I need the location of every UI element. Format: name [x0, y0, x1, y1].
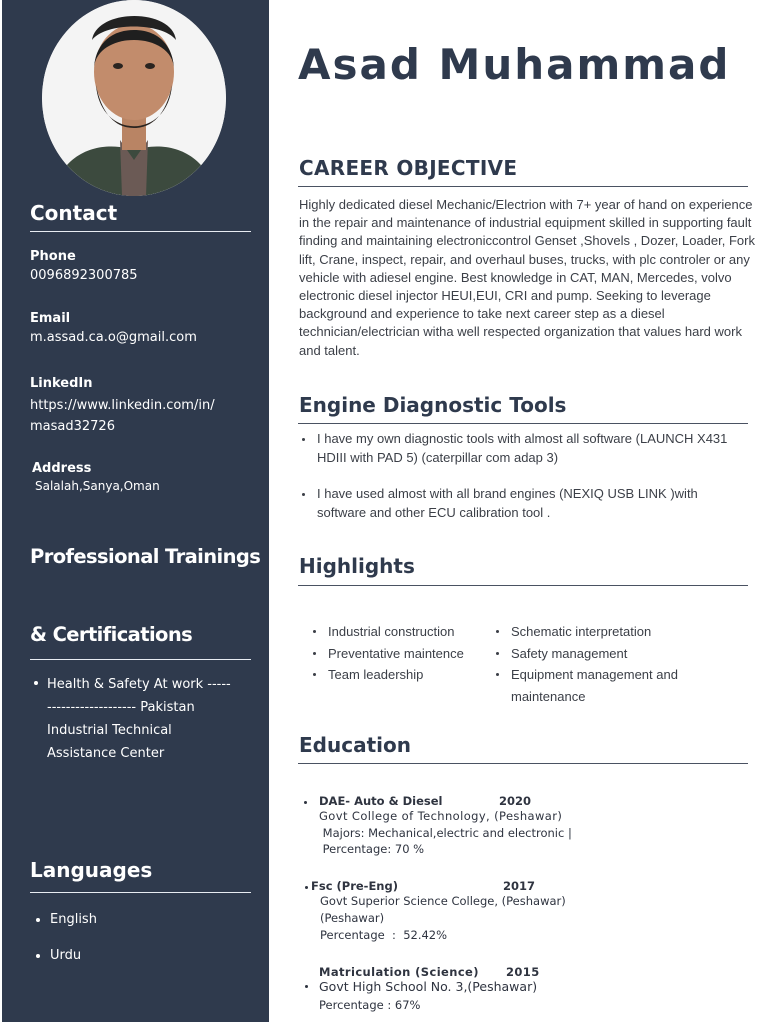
- education-line: Percentage : 52.42%: [320, 928, 448, 942]
- education-divider: [298, 763, 748, 764]
- education-year: 2017: [503, 879, 536, 893]
- training-line: Industrial Technical: [47, 723, 172, 738]
- education-line: Govt College of Technology, (Peshawar): [319, 809, 563, 823]
- profile-photo: [42, 0, 226, 196]
- candidate-name: Asad Muhammad: [298, 40, 731, 89]
- education-line: Govt High School No. 3,(Peshawar): [319, 979, 538, 994]
- languages-list: [32, 910, 97, 966]
- trainings-list: [30, 673, 231, 765]
- objective-divider: [298, 186, 748, 187]
- linkedin-url-line2[interactable]: masad32726: [30, 419, 115, 434]
- languages-divider: [30, 892, 251, 893]
- highlights-divider: [298, 585, 748, 586]
- contact-divider: [30, 231, 251, 232]
- email-label: Email: [30, 311, 71, 326]
- education-item-matric: [319, 965, 540, 1013]
- highlight-item: Equipment management and maintenance: [493, 664, 698, 707]
- languages-heading: Languages: [30, 858, 153, 882]
- address-label: Address: [32, 461, 92, 476]
- linkedin-url-line1[interactable]: https://www.linkedin.com/in/: [30, 398, 215, 413]
- language-item: English: [32, 910, 97, 930]
- tools-list: [299, 430, 739, 522]
- objective-heading: CAREER OBJECTIVE: [299, 156, 518, 180]
- training-line: Assistance Center: [47, 746, 165, 761]
- highlight-item: Industrial construction: [310, 621, 490, 643]
- trainings-divider: [30, 659, 251, 660]
- highlights-col2: [493, 621, 698, 707]
- education-bullet: [305, 886, 308, 889]
- education-item-fsc: [311, 879, 566, 944]
- education-bullet: [305, 985, 308, 988]
- education-line: Percentage: 70 %: [319, 842, 425, 856]
- phone-value: 0096892300785: [30, 268, 138, 283]
- education-line: Majors: Mechanical,electric and electronic |: [319, 825, 572, 840]
- training-line: ------------------- Pakistan: [47, 700, 195, 715]
- tool-item: I have used almost with all brand engines (NEXIQ USB LINK )with software and other ECU calibration tool .: [299, 485, 739, 522]
- tool-item: I have my own diagnostic tools with almost all software (LAUNCH X431 HDIII with PAD 5) (caterpillar com adap 3): [299, 430, 739, 467]
- education-year: 2015: [506, 965, 540, 979]
- highlights-heading: Highlights: [299, 554, 415, 578]
- education-line: Govt Superior Science College, (Peshawar): [320, 894, 566, 908]
- sidebar: [2, 0, 269, 1022]
- training-line: Health & Safety At work -----: [47, 677, 231, 692]
- highlight-item: Preventative maintence: [310, 643, 490, 665]
- education-title: Fsc (Pre-Eng): [311, 879, 398, 893]
- education-bullet: [304, 801, 307, 804]
- tools-heading: Engine Diagnostic Tools: [299, 393, 567, 417]
- language-item: Urdu: [32, 946, 97, 966]
- education-title: Matriculation (Science): [319, 965, 479, 979]
- education-title: DAE- Auto & Diesel: [319, 794, 443, 808]
- education-item-dae: [319, 794, 572, 858]
- trainings-heading: Professional Trainings: [30, 545, 261, 568]
- highlight-item: Safety management: [493, 643, 698, 665]
- highlights-col1: [310, 621, 490, 686]
- training-item: [30, 673, 231, 765]
- email-value[interactable]: m.assad.ca.o@gmail.com: [30, 330, 197, 345]
- highlight-item: Team leadership: [310, 664, 490, 686]
- tools-divider: [298, 423, 748, 424]
- profile-photo-image: [42, 0, 226, 196]
- education-year: 2020: [499, 794, 532, 808]
- address-value: Salalah,Sanya,Oman: [35, 479, 160, 493]
- education-heading: Education: [299, 733, 411, 757]
- certifications-heading: & Certifications: [30, 623, 193, 646]
- phone-label: Phone: [30, 249, 76, 264]
- contact-heading: Contact: [30, 201, 118, 225]
- highlight-item: Schematic interpretation: [493, 621, 698, 643]
- education-line: (Peshawar): [320, 910, 385, 925]
- education-line: Percentage : 67%: [319, 997, 421, 1012]
- objective-text: Highly dedicated diesel Mechanic/Electrion with 7+ year of hand on experience in the repair and maintenance of industrial equipment skilled in supporting fault finding and maintaining electroniccontrol Genset ,Shovels , Dozer, Loader, Fork lift, Crane, inspect, repair, and overhaul buses, trucks, with plc controler or any vehicle with adiesel engine. Best knowledge in CAT, MAN, Mercedes, volvo electronic diesel injector HEUI,EUI, CRI and pump. Seeking to leverage background and experience to take next career step as a diesel technician/electrician witha well respected organization that values hard work and talent.: [299, 197, 755, 358]
- linkedin-label: LinkedIn: [30, 376, 93, 391]
